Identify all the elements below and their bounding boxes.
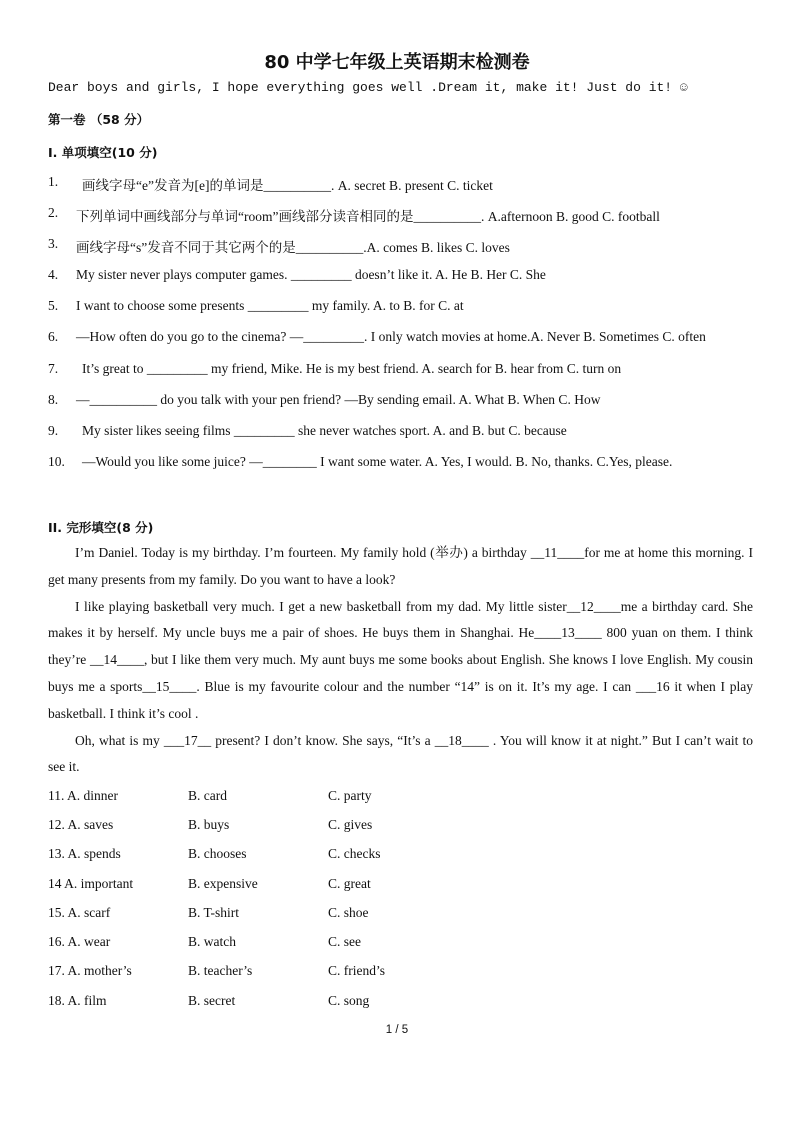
- option-c: C. song: [328, 993, 370, 1008]
- option-a: 12. A. saves: [48, 817, 114, 832]
- volume-heading: 第一卷 （58 分）: [48, 112, 150, 127]
- question-number: 10.: [48, 454, 65, 469]
- option-b: B. buys: [188, 817, 230, 832]
- option-b: B. expensive: [188, 876, 258, 891]
- option-c: C. see: [328, 934, 361, 949]
- option-c: C. gives: [328, 817, 373, 832]
- option-c: C. great: [328, 876, 371, 891]
- question-text: My sister likes seeing films _________ she never watches sport. A. and B. but C. because: [82, 423, 567, 438]
- option-b: B. chooses: [188, 846, 247, 861]
- option-a: 15. A. scarf: [48, 905, 111, 920]
- question-number: 5.: [48, 298, 59, 313]
- option-c: C. shoe: [328, 905, 369, 920]
- question-text: —Would you like some juice? —________ I want some water. A. Yes, I would. B. No, thanks. C.Yes, please.: [82, 454, 673, 469]
- question-text: 画线字母“s”发音不同于其它两个的是__________.A. comes B. likes C. loves: [76, 240, 510, 255]
- question-text: —__________ do you talk with your pen friend? —By sending email. A. What B. When C. How: [76, 392, 601, 407]
- option-c: C. friend’s: [328, 963, 385, 978]
- question-number: 3.: [48, 236, 59, 251]
- option-b: B. card: [188, 788, 227, 803]
- option-b: B. watch: [188, 934, 236, 949]
- option-c: C. party: [328, 788, 372, 803]
- passage-paragraph: I like playing basketball very much. I get a new basketball from my dad. My little sister__12____me a birthday card. She makes it by herself. My uncle buys me a pair of shoes. He buys them in Shanghai. He____13____ 800 yuan on them. I think they’re __14____, but I like them very much. My aunt buys me some books about English. She knows I love English. My cousin buys me a sports__15____. Blue is my favourite colour and the number “14” is on it. It’s my age. I can ___16 it when I play basketball. I think it’s cool .: [48, 598, 753, 721]
- passage-paragraph: I’m Daniel. Today is my birthday. I’m fourteen. My family hold (举办) a birthday __11____for me at home this morning. I get many presents from my family. Do you want to have a look?: [48, 545, 753, 587]
- option-c: C. checks: [328, 846, 381, 861]
- question-number: 2.: [48, 205, 59, 220]
- question-text: I want to choose some presents _________ my family. A. to B. for C. at: [76, 298, 464, 313]
- question-text: It’s great to _________ my friend, Mike. He is my best friend. A. search for B. hear from C. turn on: [82, 361, 622, 376]
- option-b: B. secret: [188, 993, 236, 1008]
- option-b: B. teacher’s: [188, 963, 253, 978]
- page-title: 80 中学七年级上英语期末检测卷: [264, 52, 530, 73]
- question-number: 8.: [48, 392, 59, 407]
- page-number: 1 / 5: [385, 1024, 409, 1036]
- question-text: My sister never plays computer games. _________ doesn’t like it. A. He B. Her C. She: [76, 267, 546, 282]
- question-number: 6.: [48, 329, 59, 344]
- question-text: 画线字母“e”发音为[e]的单词是__________. A. secret B. present C. ticket: [82, 178, 493, 193]
- option-b: B. T-shirt: [188, 905, 240, 920]
- option-a: 18. A. film: [48, 993, 107, 1008]
- option-a: 11. A. dinner: [48, 788, 118, 803]
- cloze-passage: [48, 540, 753, 781]
- question-number: 4.: [48, 267, 59, 282]
- question-text: 下列单词中画线部分与单词“room”画线部分读音相同的是__________. A.afternoon B. good C. football: [76, 209, 660, 224]
- question-number: 7.: [48, 361, 59, 376]
- option-a: 17. A. mother’s: [48, 963, 132, 978]
- option-a: 13. A. spends: [48, 846, 121, 861]
- section-heading-single-choice: I. 单项填空(10 分): [48, 145, 158, 160]
- option-a: 14 A. important: [48, 876, 134, 891]
- question-number: 1.: [48, 174, 59, 189]
- question-number: 9.: [48, 423, 59, 438]
- option-a: 16. A. wear: [48, 934, 111, 949]
- passage-paragraph: Oh, what is my ___17__ present? I don’t know. She says, “It’s a __18____ . You will know it at night.” But I can’t wait to see it.: [48, 732, 753, 775]
- question-text: —How often do you go to the cinema? —_________. I only watch movies at home.A. Never B. Sometimes C. often: [76, 329, 706, 344]
- greeting-line: Dear boys and girls, I hope everything goes well .Dream it, make it! Just do it! ☺: [48, 80, 688, 95]
- section-heading-cloze: II. 完形填空(8 分): [48, 520, 154, 535]
